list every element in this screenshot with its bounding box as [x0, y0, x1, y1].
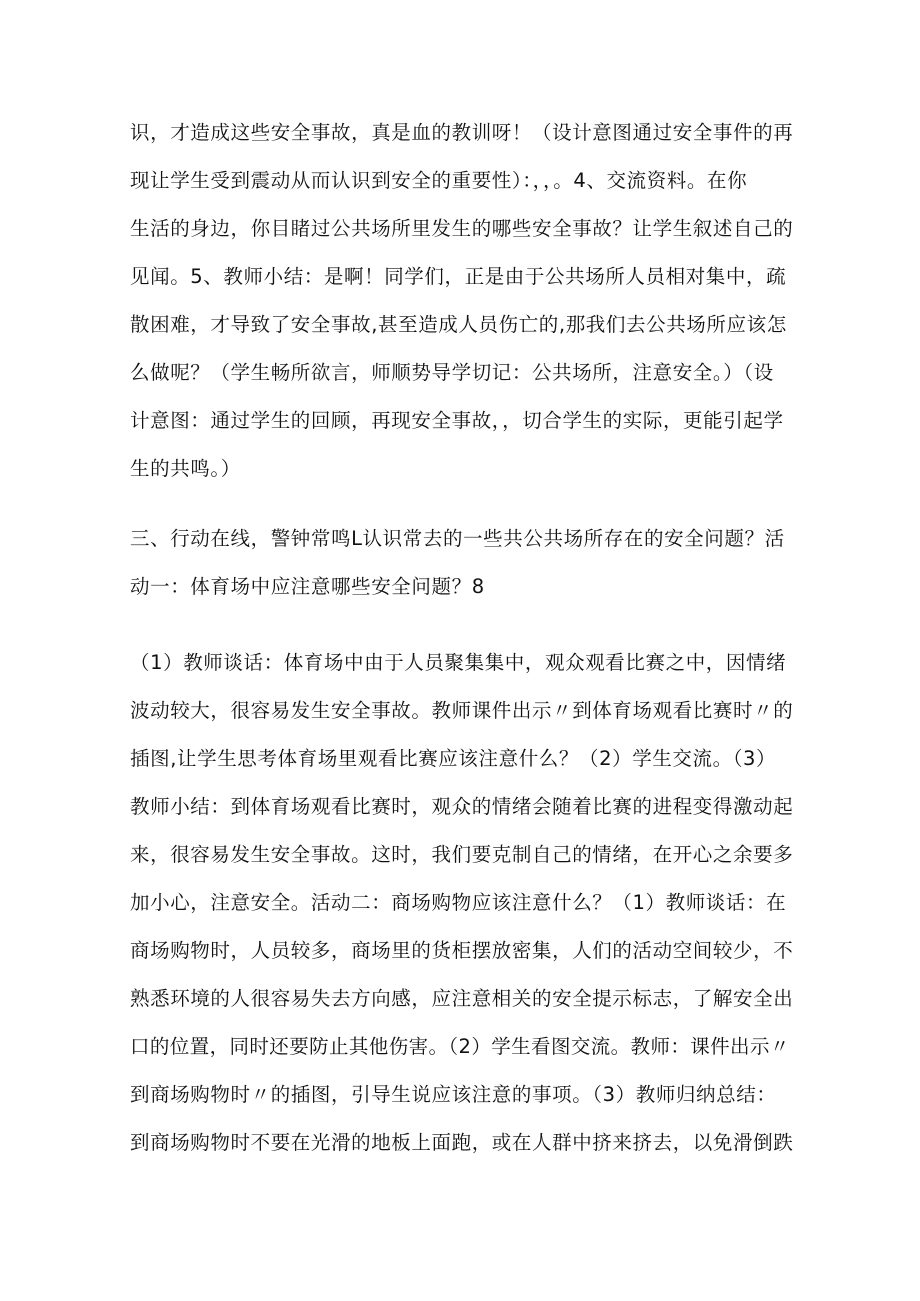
text-line: 口的位置，同时还要防止其他伤害。（2）学生看图交流。教师：课件出示〃 [130, 1035, 790, 1058]
text-line: 动一：体育场中应注意哪些安全问题？8 [130, 575, 485, 598]
text-line: 熟悉环境的人很容易失去方向感，应注意相关的安全提示标志，了解安全出 [130, 987, 794, 1010]
paragraph-activities [130, 639, 795, 1167]
text-line: 三、行动在线，警钟常鸣L认识常去的一些共公共场所存在的安全问题？活 [130, 527, 785, 550]
text-line: 生活的身边，你目睹过公共场所里发生的哪些安全事故？让学生叙述自己的 [130, 217, 794, 240]
text-line: 波动较大，很容易发生安全事故。教师课件出示〃到体育场观看比赛时〃的 [130, 699, 794, 722]
text-line: 到商场购物时〃的插图，引导生说应该注意的事项。（3）教师归纳总结： [130, 1083, 777, 1106]
text-line: 加小心，注意安全。活动二：商场购物应该注意什么？（1）教师谈话：在 [130, 891, 787, 914]
text-line: 见闻。5、教师小结：是啊！同学们，正是由于公共场所人员相对集中，疏 [130, 265, 787, 288]
text-line: 识，才造成这些安全事故，真是血的教训呀！（设计意图通过安全事件的再 [130, 121, 794, 144]
text-line: 商场购物时，人员较多，商场里的货柜摆放密集，人们的活动空间较少，不 [130, 939, 794, 962]
text-line: 生的共鸣。） [130, 457, 241, 480]
paragraph-section-three [130, 515, 795, 611]
text-line: 来，很容易发生安全事故。这时，我们要克制自己的情绪，在开心之余要多 [130, 843, 794, 866]
text-line: 么做呢？（学生畅所欲言，师顺势导学切记：公共场所，注意安全。）（设 [130, 361, 774, 384]
text-line: 散困难，才导致了安全事故,甚至造成人员伤亡的,那我们去公共场所应该怎 [130, 313, 787, 336]
text-line: 到商场购物时不要在光滑的地板上面跑，或在人群中挤来挤去，以免滑倒跌 [130, 1131, 794, 1154]
text-line: 插图,让学生思考体育场里观看比赛应该注意什么？（2）学生交流。（3） [130, 747, 777, 770]
paragraph-safety-lesson [130, 109, 795, 493]
text-line: （1）教师谈话：体育场中由于人员聚集集中，观众观看比赛之中，因情绪 [130, 651, 787, 674]
text-line: 现让学生受到震动从而认识到安全的重要性）：，，。4、交流资料。在你 [130, 169, 748, 192]
text-line: 教师小结：到体育场观看比赛时，观众的情绪会随着比赛的进程变得激动起 [130, 795, 794, 818]
text-line: 计意图：通过学生的回顾，再现安全事故，，切合学生的实际，更能引起学 [130, 409, 784, 432]
